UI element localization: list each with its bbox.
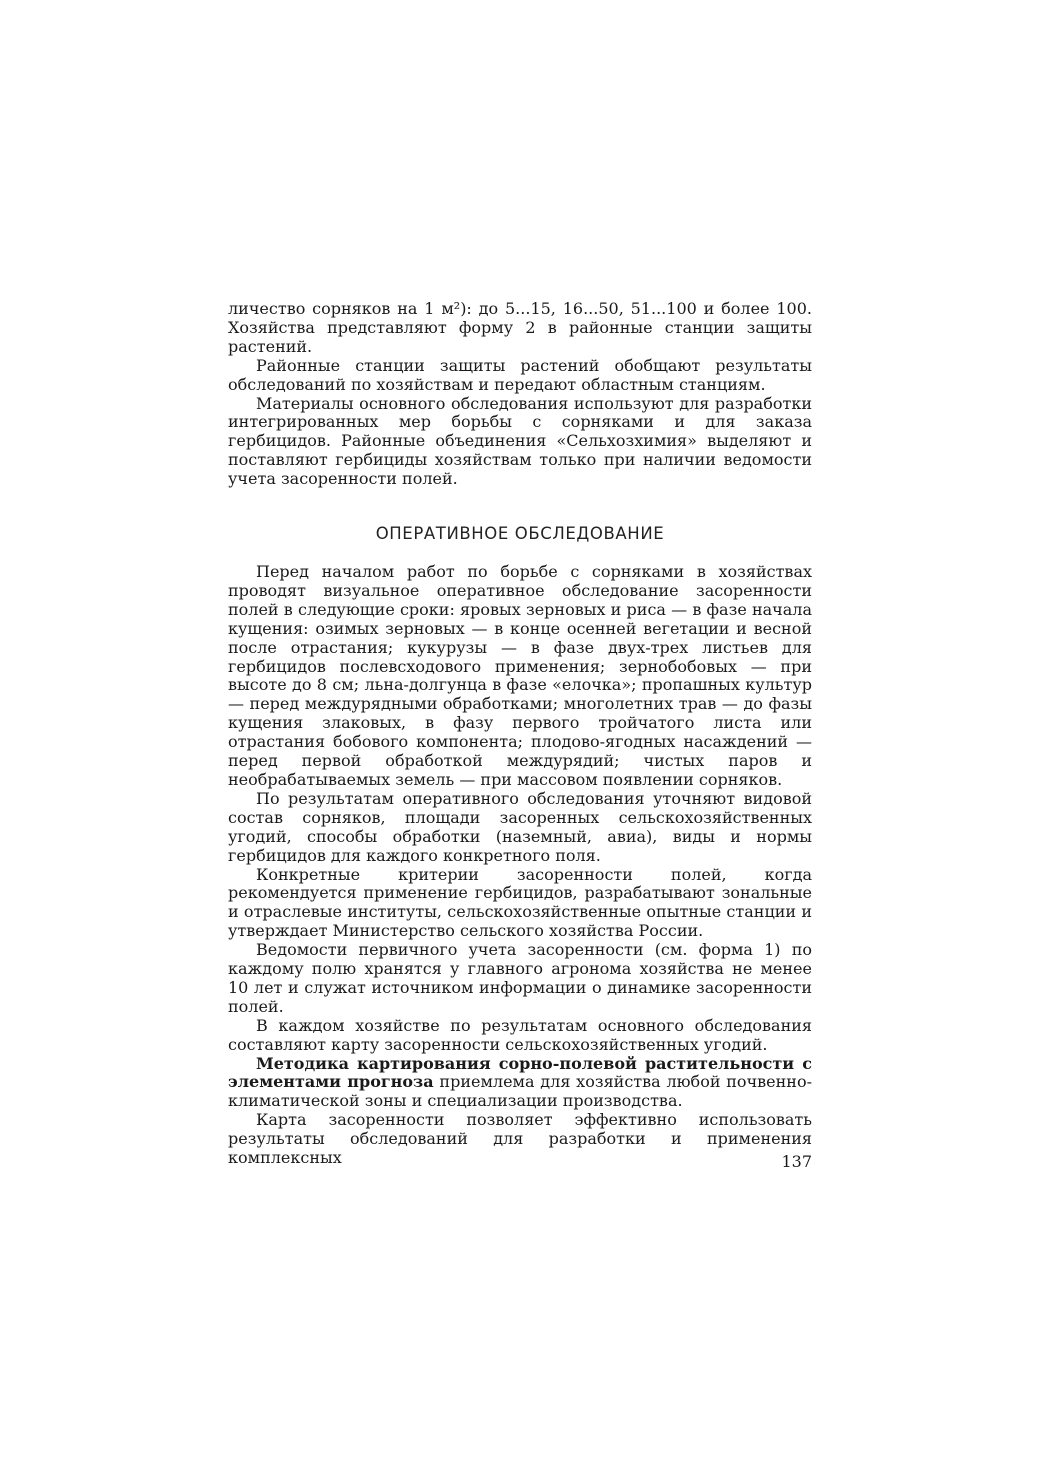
paragraph-weed-map: В каждом хозяйстве по результатам основного обследования составляют карту засоренности сельскохозяйственных угодий. <box>228 1015 812 1054</box>
paragraph-survey-timing: Перед началом работ по борьбе с сорняками в хозяйствах проводят визуальное оперативное обследование засоренности полей в следующие сроки: яровых зерновых и риса — в фазе начала кущения: озимых зерновых — в конце осенней вегетации и весной после отрастания; кукурузы — в фазе двух-трех листьев для гербицидов послевсходового применения; зернобобовых — при высоте до 8 см; льна-долгунца в фазе «елочка»; пропашных культур — перед междурядными обработками; многолетних трав — до фазы кущения злаковых, в фазу первого тройчатого листа или отрастания бобового компонента; плодово-ягодных насаждений — перед первой обработкой междурядий; чистых паров и необрабатываемых земель — при массовом появлении сорняков. <box>228 562 812 789</box>
main-text-block <box>228 563 812 1168</box>
paragraph-district-stations: Районные станции защиты растений обобщают результаты обследований по хозяйствам и передают областным станциям. <box>228 355 812 394</box>
top-text-block <box>228 300 812 489</box>
method-rest-text: приемлема для хозяйства любой почвенно-климатической зоны и специализации производства. <box>228 1072 812 1111</box>
paragraph-survey-materials: Материалы основного обследования используют для разработки интегрированных мер борьбы с сорняками и для заказа гербицидов. Районные объединения «Сельхозхимия» выделяют и поставляют гербициды хозяйствам только при наличии ведомости учета засоренности полей. <box>228 393 812 489</box>
paragraph-records: Ведомости первичного учета засоренности (см. форма 1) по каждому полю хранятся у главного агронома хозяйства не менее 10 лет и служат источником информации о динамике засоренности полей. <box>228 940 812 1016</box>
paragraph-continuation: личество сорняков на 1 м²): до 5...15, 16...50, 51...100 и более 100. Хозяйства представляют форму 2 в районные станции защиты растений. <box>228 299 812 356</box>
paragraph-criteria: Конкретные критерии засоренности полей, когда рекомендуется применение гербицидов, разрабатывают зональные и отраслевые институты, сельскохозяйственные опытные станции и утверждает Министерство сельского хозяйства России. <box>228 864 812 941</box>
method-bold-text: Методика картирования сорно-полевой растительности с элементами прогноза <box>228 1053 812 1092</box>
paragraph-map-usage: Карта засоренности позволяет эффективно использовать результаты обследований для разработки и применения комплексных <box>228 1110 812 1168</box>
page-number: 137 <box>781 1152 812 1171</box>
section-heading: ОПЕРАТИВНОЕ ОБСЛЕДОВАНИЕ <box>375 524 665 543</box>
paragraph-survey-results: По результатам оперативного обследования уточняют видовой состав сорняков, площади засоренных сельскохозяйственных угодий, способы обработки (наземный, авиа), виды и нормы гербицидов для каждого конкретного поля. <box>228 788 812 865</box>
paragraph-mapping-method <box>228 1055 812 1112</box>
